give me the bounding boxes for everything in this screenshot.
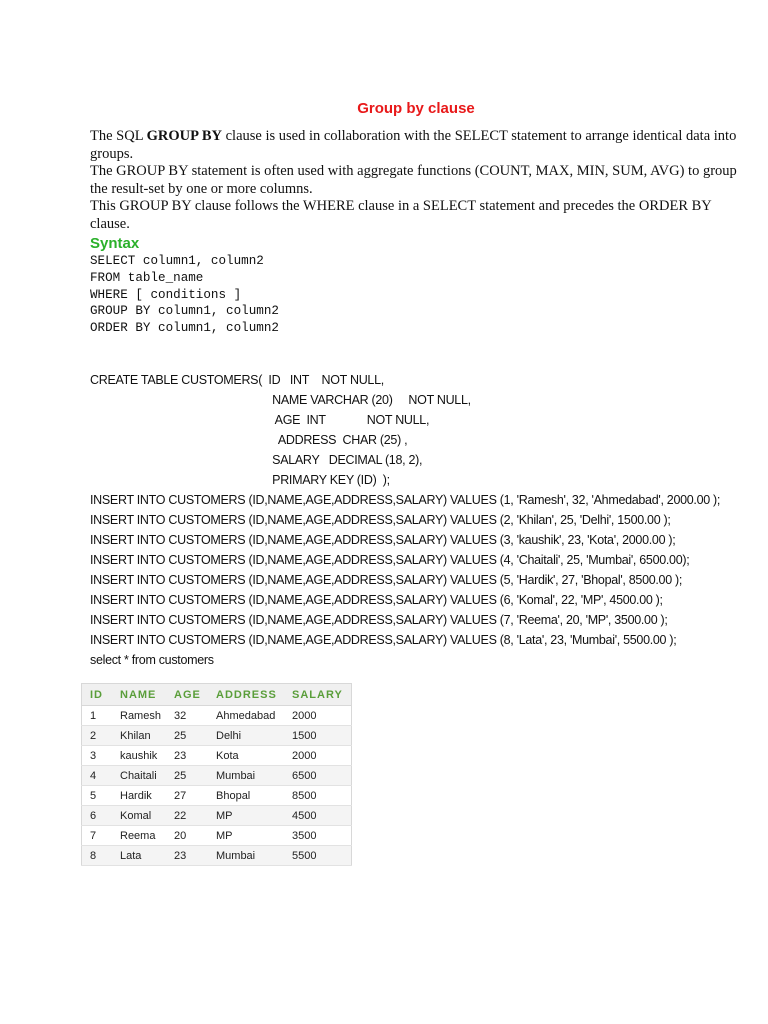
syntax-line: WHERE [ conditions ] — [90, 287, 242, 302]
cell-name: Komal — [112, 806, 166, 826]
insert-statement: INSERT INTO CUSTOMERS (ID,NAME,AGE,ADDRESS,SALARY) VALUES (6, 'Komal', 22, 'MP', 4500.00 ); — [90, 593, 663, 607]
cell-age: 23 — [166, 846, 208, 866]
cell-name: Lata — [112, 846, 166, 866]
cell-salary: 2000 — [284, 746, 352, 766]
cell-address: Bhopal — [208, 786, 284, 806]
column-header-address: ADDRESS — [208, 684, 284, 706]
cell-name: Ramesh — [112, 706, 166, 726]
cell-address: Delhi — [208, 726, 284, 746]
column-header-salary: SALARY — [284, 684, 352, 706]
customers-table — [81, 683, 352, 866]
intro-text-span: The SQL — [90, 128, 147, 144]
cell-id: 8 — [82, 846, 113, 866]
syntax-heading: Syntax — [90, 235, 140, 252]
insert-statement: INSERT INTO CUSTOMERS (ID,NAME,AGE,ADDRESS,SALARY) VALUES (2, 'Khilan', 25, 'Delhi', 1500.00 ); — [90, 513, 671, 527]
syntax-line: ORDER BY column1, column2 — [90, 321, 279, 336]
cell-salary: 1500 — [284, 726, 352, 746]
insert-statement: INSERT INTO CUSTOMERS (ID,NAME,AGE,ADDRESS,SALARY) VALUES (5, 'Hardik', 27, 'Bhopal', 8500.00 ); — [90, 573, 683, 587]
intro-paragraph-3: This GROUP BY clause follows the WHERE clause in a SELECT statement and precedes the ORDER BY clause. — [90, 198, 712, 232]
cell-id: 7 — [82, 826, 113, 846]
create-table-line: SALARY DECIMAL (18, 2), — [269, 453, 423, 467]
intro-text — [90, 128, 750, 233]
syntax-line: SELECT column1, column2 — [90, 254, 264, 268]
cell-age: 22 — [166, 806, 208, 826]
cell-name: Chaitali — [112, 766, 166, 786]
table-header-row — [82, 684, 352, 706]
table-row — [82, 826, 352, 846]
cell-address: Mumbai — [208, 846, 284, 866]
create-table-line: NAME VARCHAR (20) NOT NULL, — [269, 393, 471, 407]
table-row — [82, 806, 352, 826]
cell-age: 25 — [166, 726, 208, 746]
cell-address: Kota — [208, 746, 284, 766]
cell-name: Hardik — [112, 786, 166, 806]
column-header-name: NAME — [112, 684, 166, 706]
table-row — [82, 786, 352, 806]
syntax-code-block — [90, 253, 279, 337]
cell-id: 3 — [82, 746, 113, 766]
intro-text-span: clause is used in collaboration with the SELECT statement to arrange identical data into groups. — [90, 128, 737, 162]
table-row — [82, 766, 352, 786]
column-header-id: ID — [82, 684, 113, 706]
insert-statement: INSERT INTO CUSTOMERS (ID,NAME,AGE,ADDRESS,SALARY) VALUES (3, 'kaushik', 23, 'Kota', 2000.00 ); — [90, 533, 676, 547]
cell-address: Ahmedabad — [208, 706, 284, 726]
cell-salary: 8500 — [284, 786, 352, 806]
cell-address: MP — [208, 806, 284, 826]
cell-id: 1 — [82, 706, 113, 726]
table-row — [82, 746, 352, 766]
cell-name: Reema — [112, 826, 166, 846]
insert-statement: INSERT INTO CUSTOMERS (ID,NAME,AGE,ADDRESS,SALARY) VALUES (7, 'Reema', 20, 'MP', 3500.00 ); — [90, 613, 668, 627]
table-row — [82, 706, 352, 726]
create-table-line: PRIMARY KEY (ID) ); — [269, 473, 390, 487]
intro-paragraph-2: The GROUP BY statement is often used with aggregate functions (COUNT, MAX, MIN, SUM, AVG) to group the result-set by one or more columns. — [90, 163, 737, 197]
insert-statement: INSERT INTO CUSTOMERS (ID,NAME,AGE,ADDRESS,SALARY) VALUES (1, 'Ramesh', 32, 'Ahmedabad', 2000.00 ); — [90, 493, 721, 507]
create-table-line: ADDRESS CHAR (25) , — [269, 433, 408, 447]
cell-age: 25 — [166, 766, 208, 786]
table-row — [82, 846, 352, 866]
cell-salary: 6500 — [284, 766, 352, 786]
cell-id: 5 — [82, 786, 113, 806]
cell-salary: 3500 — [284, 826, 352, 846]
cell-salary: 5500 — [284, 846, 352, 866]
page-title: Group by clause — [357, 100, 475, 117]
cell-address: MP — [208, 826, 284, 846]
intro-bold-keyword: GROUP BY — [146, 128, 222, 144]
cell-id: 6 — [82, 806, 113, 826]
cell-id: 2 — [82, 726, 113, 746]
cell-age: 27 — [166, 786, 208, 806]
syntax-line: FROM table_name — [90, 270, 204, 285]
cell-age: 23 — [166, 746, 208, 766]
cell-name: kaushik — [112, 746, 166, 766]
cell-address: Mumbai — [208, 766, 284, 786]
syntax-line: GROUP BY column1, column2 — [90, 304, 279, 319]
create-table-line: CREATE TABLE CUSTOMERS( ID INT NOT NULL, — [90, 373, 384, 387]
insert-statement: INSERT INTO CUSTOMERS (ID,NAME,AGE,ADDRESS,SALARY) VALUES (4, 'Chaitali', 25, 'Mumbai', 6500.00); — [90, 553, 690, 567]
cell-name: Khilan — [112, 726, 166, 746]
cell-salary: 2000 — [284, 706, 352, 726]
insert-statement: INSERT INTO CUSTOMERS (ID,NAME,AGE,ADDRESS,SALARY) VALUES (8, 'Lata', 23, 'Mumbai', 5500.00 ); — [90, 633, 677, 647]
table-row — [82, 726, 352, 746]
cell-id: 4 — [82, 766, 113, 786]
select-statement: select * from customers — [90, 653, 214, 667]
column-header-age: AGE — [166, 684, 208, 706]
intro-paragraph-1 — [90, 128, 750, 163]
sql-statements — [90, 370, 760, 670]
cell-salary: 4500 — [284, 806, 352, 826]
cell-age: 20 — [166, 826, 208, 846]
create-table-line: AGE INT NOT NULL, — [269, 413, 430, 427]
cell-age: 32 — [166, 706, 208, 726]
